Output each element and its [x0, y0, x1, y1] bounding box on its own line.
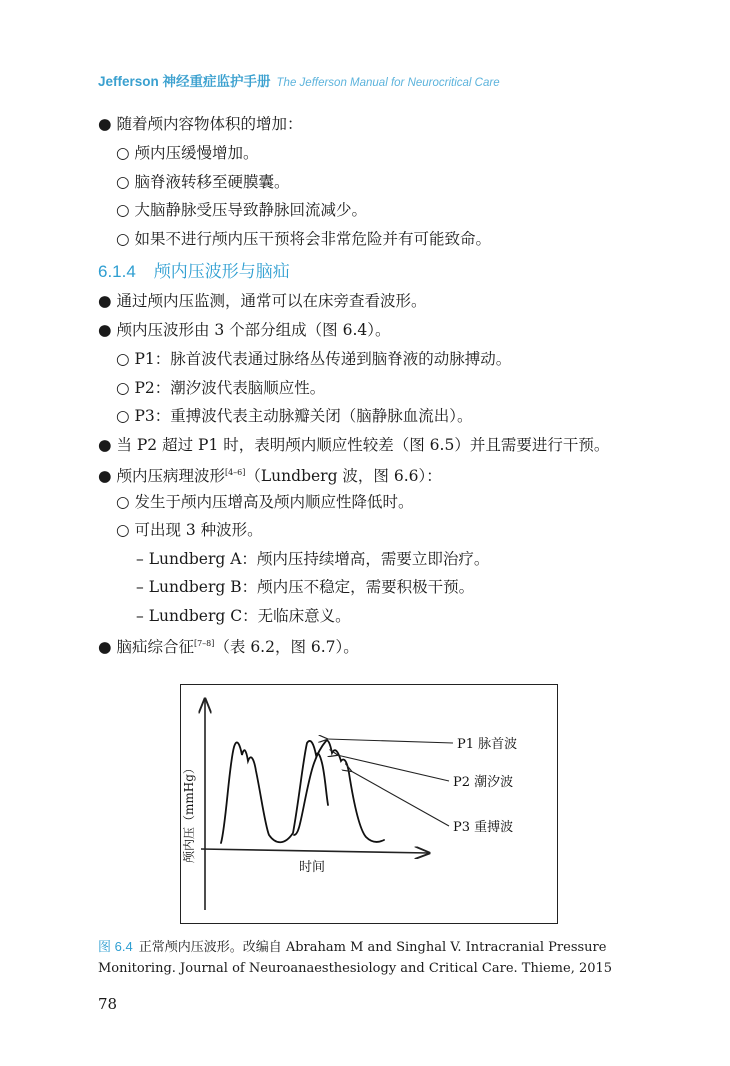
waveform-line-1: [221, 741, 328, 843]
bullet-components: ● 颅内压波形由 3 个部分组成（图 6.4）。: [98, 321, 391, 339]
bullet-volume-increase: ● 随着颅内容物体积的增加：: [98, 115, 303, 133]
running-header: [98, 70, 500, 90]
sub-bullet-2: ○ 脑脊液转移至硬膜囊。: [116, 173, 290, 191]
dash-lundberg-c: – Lundberg C：无临床意义。: [136, 607, 351, 625]
sub-bullet-4: ○ 如果不进行颅内压干预将会非常危险并有可能致命。: [116, 230, 491, 248]
section-number: 6.1.4: [98, 262, 136, 281]
citation-7-8: [7–8]: [193, 639, 215, 648]
header-title-en: The Jefferson Manual for Neurocritical Care: [276, 77, 500, 89]
section-title: 颅内压波形与脑疝: [153, 262, 290, 281]
x-axis-label: 时间: [299, 860, 326, 875]
dash-lundberg-a: – Lundberg A：颅内压持续增高，需要立即治疗。: [136, 550, 490, 568]
x-axis: [201, 849, 429, 853]
bullet-p2-exceeds: ● 当 P2 超过 P1 时，表明颅内顺应性较差（图 6.5）并且需要进行干预。: [98, 436, 610, 454]
dash-lundberg-b: – Lundberg B：颅内压不稳定，需要积极干预。: [136, 578, 475, 596]
label-p1: P1 脉首波: [457, 737, 518, 752]
sub-bullet-occurs: ○ 发生于颅内压增高及颅内顺应性降低时。: [116, 493, 414, 511]
page-number: 78: [98, 995, 118, 1013]
sub-bullet-p1: ○ P1：脉首波代表通过脉络丛传递到脑脊液的动脉搏动。: [116, 350, 512, 368]
figure-icp-waveform: [180, 684, 558, 924]
sub-bullet-3: ○ 大脑静脉受压导致静脉回流减少。: [116, 201, 367, 219]
arrow-p1: [327, 739, 453, 743]
bullet-monitoring: ● 通过颅内压监测，通常可以在床旁查看波形。: [98, 292, 427, 310]
label-p2: P2 潮汐波: [453, 775, 514, 790]
bullet-herniation: ● 脑疝综合征[7–8]（表 6.2，图 6.7）。: [98, 638, 359, 657]
figure-caption: [98, 936, 638, 979]
sub-bullet-p3: ○ P3：重搏波代表主动脉瓣关闭（脑静脉血流出）。: [116, 407, 473, 425]
figure-label: 图 6.4: [98, 939, 133, 954]
label-p3: P3 重搏波: [453, 820, 514, 835]
section-heading: [98, 257, 290, 282]
bullet-pathological: ● 颅内压病理波形[4–6]（Lundberg 波，图 6.6）：: [98, 467, 442, 486]
header-title-cn: Jefferson 神经重症监护手册: [98, 74, 271, 89]
citation-4-6: [4–6]: [224, 468, 246, 477]
arrow-p2: [337, 755, 449, 781]
sub-bullet-three-types: ○ 可出现 3 种波形。: [116, 521, 263, 539]
y-axis-label: 颅内压（mmHg）: [182, 762, 196, 863]
arrow-p3: [351, 771, 449, 826]
waveform-svg: [181, 685, 559, 925]
sub-bullet-p2: ○ P2：潮汐波代表脑顺应性。: [116, 379, 326, 397]
caption-text: 正常颅内压波形。改编自 Abraham M and Singhal V. Intracranial Pressure Monitoring. Journal of Neuroanaesthesiology and Critical Care. Thieme, 2015: [98, 940, 613, 976]
sub-bullet-1: ○ 颅内压缓慢增加。: [116, 144, 259, 162]
